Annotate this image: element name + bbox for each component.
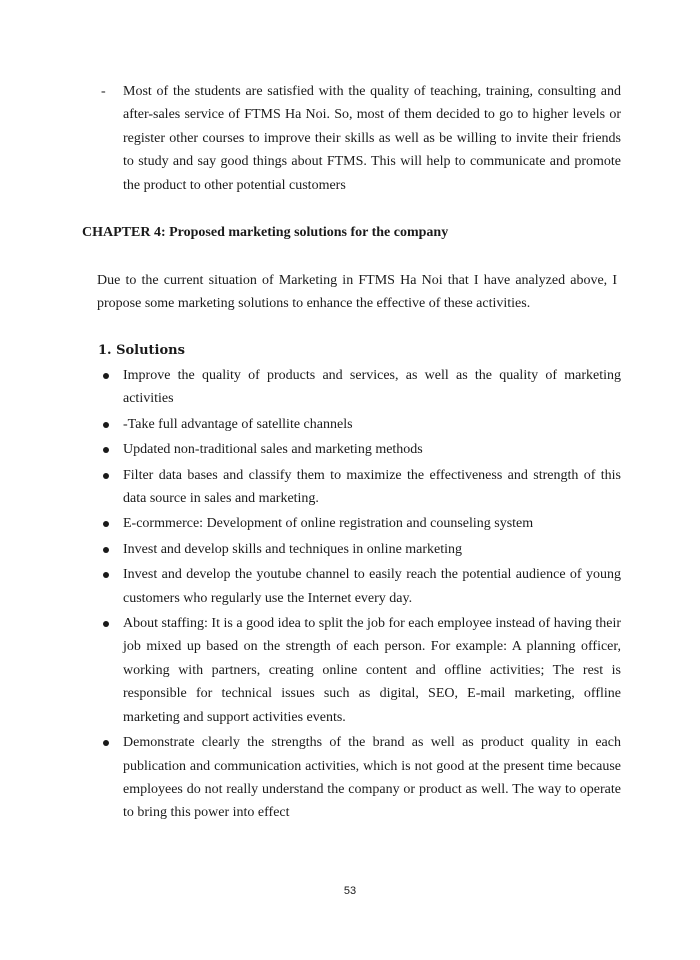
- solution-item: [100, 538, 621, 561]
- solution-item: [100, 563, 621, 610]
- solution-item: [100, 464, 621, 511]
- solution-item-text: Updated non-traditional sales and marketing methods: [123, 442, 423, 458]
- solution-item: [100, 612, 621, 729]
- solution-item: [100, 364, 621, 411]
- bullet-icon: [103, 473, 109, 479]
- solutions-list: [100, 364, 621, 827]
- bullet-icon: [103, 521, 109, 527]
- solutions-heading: 1. Solutions: [98, 343, 185, 358]
- page-number: 53: [343, 885, 357, 897]
- dash-item-text: Most of the students are satisfied with the quality of teaching, training, consulting and after-sales service of FTMS Ha Noi. So, most of them decided to go to higher levels or register other courses to improve their skills as well as be willing to invite their friends to study and say good things about FTMS. This will help to communicate and promote the product to other potential customers: [123, 84, 621, 193]
- solution-item: [100, 413, 621, 436]
- solution-item: [100, 512, 621, 535]
- chapter-heading: CHAPTER 4: Proposed marketing solutions for the company: [82, 225, 449, 240]
- solution-item-text: -Take full advantage of satellite channels: [123, 416, 353, 432]
- solution-item-text: Demonstrate clearly the strengths of the brand as well as product quality in each publication and communication activities, which is not good at the present time because employees do not really understand the company or product as well. The way to operate to bring this power into effect: [123, 735, 621, 821]
- solution-item-text: Invest and develop skills and techniques in online marketing: [123, 541, 463, 557]
- bullet-icon: [103, 373, 109, 379]
- solution-item-text: Improve the quality of products and services, as well as the quality of marketing activities: [123, 368, 621, 407]
- solution-item-text: E-cormmerce: Development of online registration and counseling system: [123, 516, 534, 532]
- solution-item-text: About staffing: It is a good idea to split the job for each employee instead of having their job mixed up based on the strength of each person. For example: A planning officer, working with partners, creating online content and offline activities; The rest is responsible for technical issues such as digital, SEO, E-mail marketing, offline marketing and support activities events.: [123, 616, 621, 725]
- bullet-icon: [103, 572, 109, 578]
- bullet-icon: [103, 422, 109, 428]
- solution-item-text: Filter data bases and classify them to maximize the effectiveness and strength of this data source in sales and marketing.: [123, 467, 621, 507]
- dash-marker: -: [101, 84, 106, 99]
- solution-item-text: Invest and develop the youtube channel to easily reach the potential audience of young customers who regularly use the Internet every day.: [123, 567, 621, 606]
- solution-item: [100, 438, 621, 461]
- intro-paragraph: Due to the current situation of Marketing in FTMS Ha Noi that I have analyzed above, I propose some marketing solutions to enhance the effective of these activities.: [97, 273, 617, 312]
- dash-list-item: [101, 80, 621, 197]
- bullet-icon: [103, 740, 109, 746]
- bullet-icon: [103, 447, 109, 453]
- solution-item: [100, 731, 621, 825]
- bullet-icon: [103, 621, 109, 627]
- bullet-icon: [103, 547, 109, 553]
